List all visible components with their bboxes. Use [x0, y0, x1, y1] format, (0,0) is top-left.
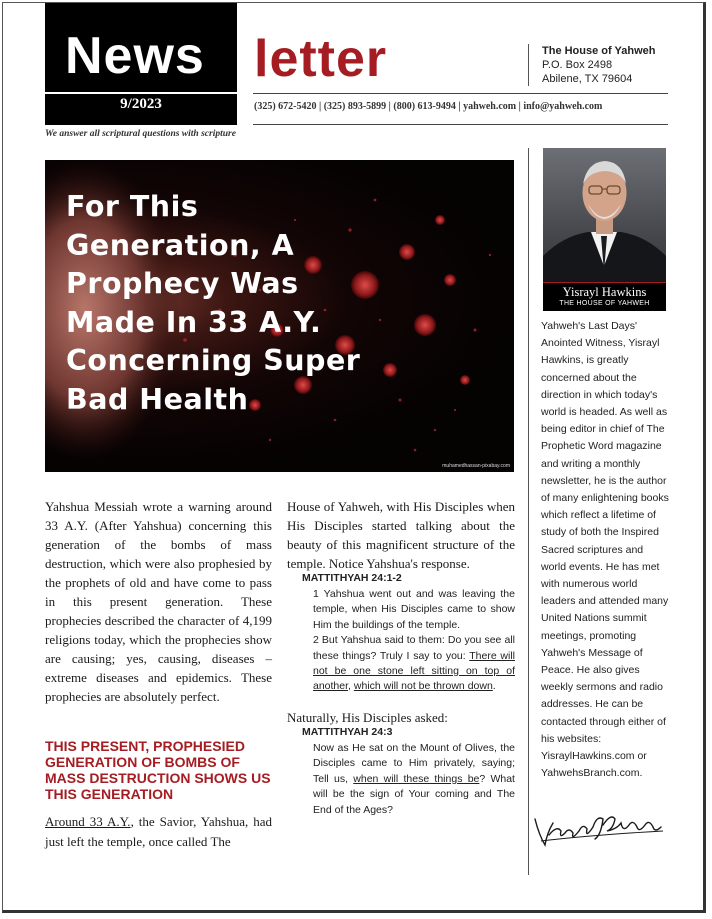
verse-text: ,: [348, 680, 354, 693]
verse-text: .: [492, 680, 496, 693]
hero-image: [45, 160, 514, 472]
article-intro: [45, 497, 272, 706]
hero-title-line: Prophecy Was: [66, 267, 299, 300]
portrait-caption: [543, 282, 666, 311]
scripture-verse: [313, 633, 515, 695]
author-subtitle: THE HOUSE OF YAHWEH: [559, 300, 650, 307]
article-continued: [45, 812, 272, 851]
disciples-asked: Naturally, His Disciples asked:: [287, 710, 448, 725]
sidebar-divider: [528, 148, 529, 875]
verse-text: ? What will be the sign of Your coming and The End of the Ages?: [313, 772, 515, 816]
address-divider: [528, 44, 529, 86]
article-continued-text: , the Savior, Yahshua, had just left the temple, once called The: [45, 814, 272, 849]
article-date-underlined: Around 33 A.Y.: [45, 814, 131, 829]
masthead-letter: letter: [254, 30, 388, 88]
contact-rule-bottom: [253, 124, 668, 125]
verse-underlined: when will these things be: [353, 772, 480, 785]
verse-underlined: There will not be one stone left sitting on top of another: [313, 649, 515, 693]
verse-underlined: which will not be thrown down: [353, 680, 493, 693]
issue-date: 9/2023: [120, 96, 162, 112]
hero-title: [66, 188, 360, 419]
author-signature: [531, 805, 669, 853]
scripture-verse: [313, 741, 515, 818]
scripture-reference: MATTITHYAH 24:1-2: [302, 572, 402, 584]
portrait-photo: [543, 148, 666, 282]
scripture-verse: 1 Yahshua went out and was leaving the temple, when His Disciples came to show Him the buildings of the temple.: [313, 588, 515, 631]
image-credit: muhamedhassan-pixabay.com: [442, 463, 510, 469]
masthead-news: News: [65, 27, 205, 85]
tagline: We answer all scriptural questions with scripture: [45, 129, 236, 139]
address-block: [542, 44, 656, 86]
contact-rule-top: [253, 93, 668, 94]
author-name: Yisrayl Hawkins: [562, 285, 647, 299]
address-city: Abilene, TX 79604: [542, 73, 633, 85]
masthead-divider: [45, 92, 237, 94]
article-intro-text: Yahshua Messiah wrote a warning around 33 A.Y. (After Yahshua) concerning this generation of the bombs of mass destruction, which were also prophesied by the prophets of old and have come to pass in this present generation. These prophecies described the character of 4,199 religions today, which the prophecies show are causing; yes, causing, diseases – extreme diseases and epidemics. These prophecies are absolutely perfect.: [45, 499, 272, 704]
contact-line: (325) 672-5420 | (325) 893-5899 | (800) 613-9494 | yahweh.com | info@yahweh.com: [254, 101, 603, 112]
author-portrait: [543, 148, 666, 311]
address-org: The House of Yahweh: [542, 45, 656, 57]
article-col2-text: House of Yahweh, with His Disciples when His Disciples started talking about the beauty of this magnificent structure of the temple. Notice Yahshua's response.: [287, 499, 515, 571]
address-box: P.O. Box 2498: [542, 59, 613, 71]
hero-title-line: Generation, A: [66, 228, 295, 262]
article-col2-intro: [287, 497, 515, 573]
scripture-verse-block: [313, 741, 515, 818]
author-bio: [541, 318, 669, 782]
verse-text: 2 But Yahshua said to them: Do you see all these things? Truly I say to you:: [313, 634, 515, 662]
verse-text: Now as He sat on the Mount of Olives, the Disciples came to Him privately, saying; Tell us,: [313, 742, 515, 785]
scripture-reference: MATTITHYAH 24:3: [302, 726, 393, 738]
author-bio-text: Yahweh's Last Days' Anointed Witness, Yisrayl Hawkins, is greatly concerned about the direction in which today's world is headed. As well as being editor in chief of The Prophetic Word magazine and writing a monthly newsletter, he is the author of many enlightening books which reflect a lifetime of study of both the Inspired Sacred scriptures and world events. He has met with numerous world leaders and attended many United Nations summit meetings, promoting Yahweh's Message of Peace. He also gives weekly sermons and radio addresses. He can be contacted through either of his websites: YisraylHawkins.com or YahwehsBranch.com.: [541, 320, 669, 780]
section-heading: THIS PRESENT, PROPHESIED GENERATION OF BOMBS OF MASS DESTRUCTION SHOWS US THIS GENERATION: [45, 738, 271, 802]
hero-title-line: Concerning Super: [66, 344, 361, 377]
scripture-verse-block: [313, 587, 515, 695]
hero-title-line: Made In 33 A.Y.: [66, 305, 322, 339]
hero-title-line: For This: [66, 190, 199, 223]
hero-title-line: Bad Health: [66, 382, 249, 416]
